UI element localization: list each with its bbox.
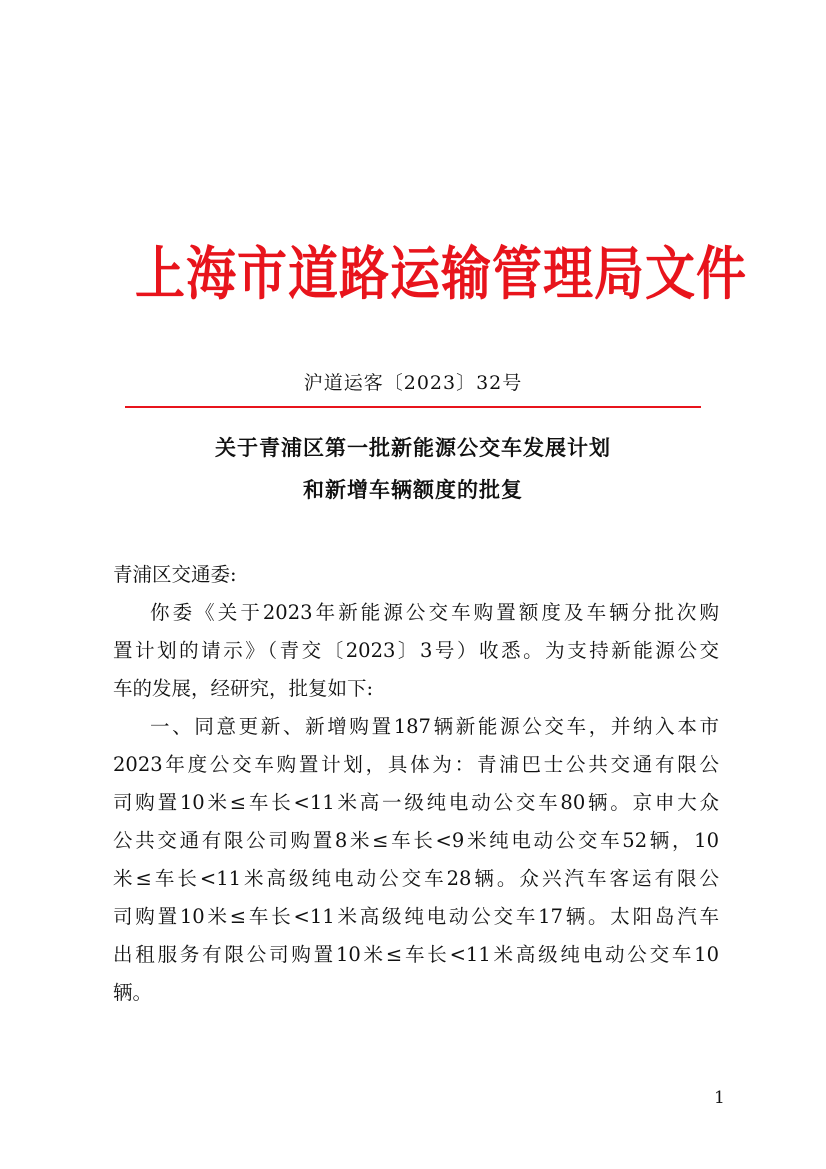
issuing-authority-header: 上海市道路运输管理局文件: [135, 239, 747, 308]
page-number: 1: [714, 1088, 725, 1108]
body-line: 辆。: [113, 981, 153, 1004]
body-line: 你委《关于2023年新能源公交车购置额度及车辆分批次购: [150, 601, 719, 624]
document-title-line-2: 和新增车辆额度的批复: [303, 477, 523, 502]
body-line: 出租服务有限公司购置10米≤车长<11米高级纯电动公交车10: [113, 943, 719, 966]
red-divider-line: [125, 406, 701, 408]
body-line: 公共交通有限公司购置8米≤车长<9米纯电动公交车52辆，10: [113, 829, 719, 852]
body-line: 司购置10米≤车长<11米高级纯电动公交车17辆。太阳岛汽车: [113, 905, 719, 928]
document-number: 沪道运客〔2023〕32号: [303, 372, 523, 394]
document-title-line-1: 关于青浦区第一批新能源公交车发展计划: [215, 435, 611, 460]
body-line: 司购置10米≤车长<11米高一级纯电动公交车80辆。京申大众: [113, 791, 719, 814]
body-line: 2023年度公交车购置计划，具体为：青浦巴士公共交通有限公: [113, 753, 719, 776]
body-line: 置计划的请示》（青交〔2023〕3号）收悉。为支持新能源公交: [113, 639, 719, 662]
addressee: 青浦区交通委:: [113, 563, 237, 586]
body-line: 车的发展，经研究，批复如下:: [113, 677, 374, 700]
body-line: 米≤车长<11米高级纯电动公交车28辆。众兴汽车客运有限公: [113, 867, 719, 890]
body-line: 一、同意更新、新增购置187辆新能源公交车，并纳入本市: [150, 715, 719, 738]
